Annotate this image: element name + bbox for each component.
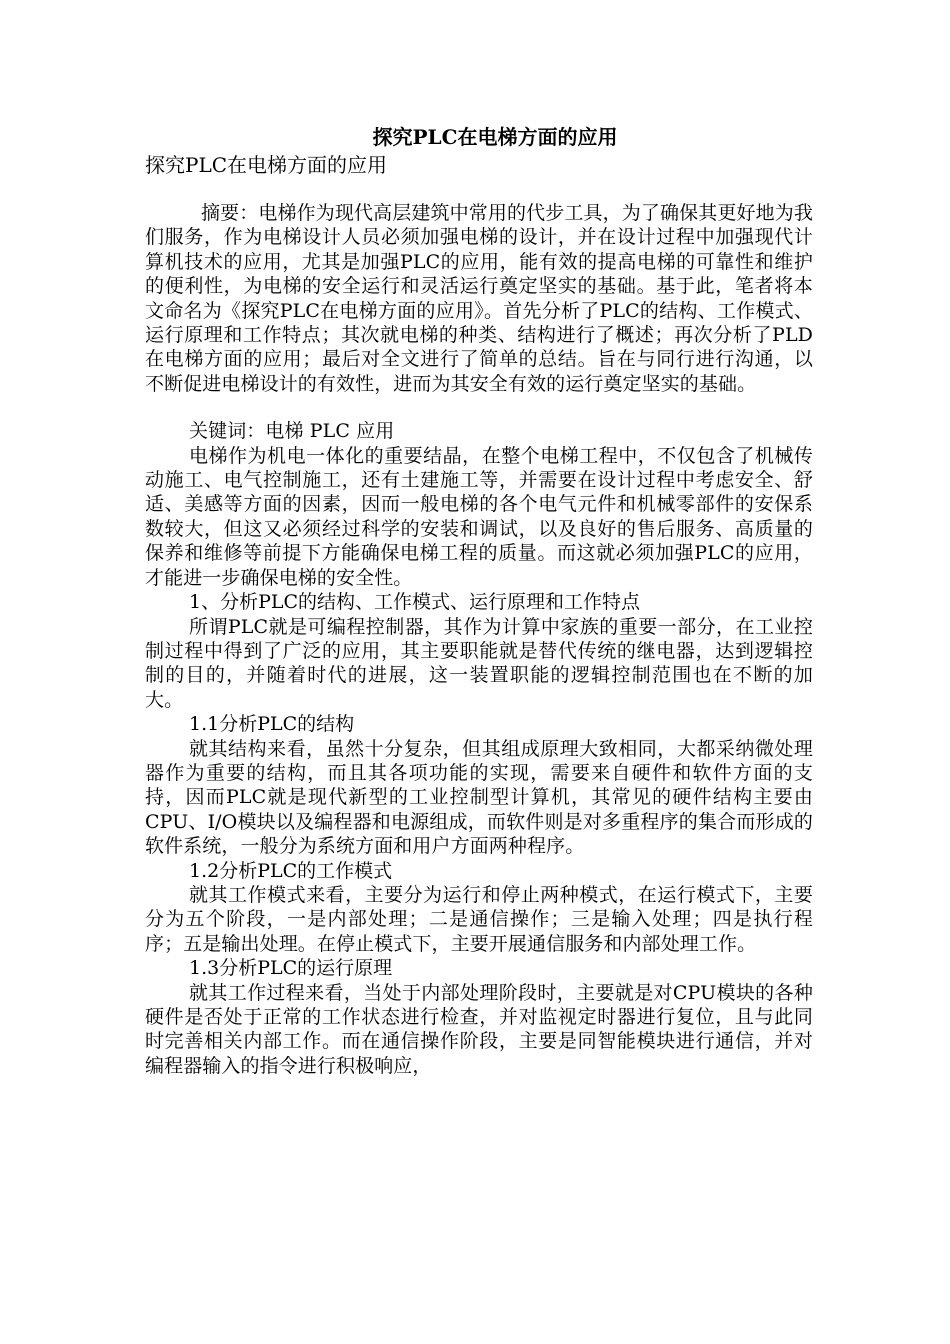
keywords-line: 关键词：电梯 PLC 应用 (189, 420, 395, 443)
section-1-3-paragraph: 就其工作过程来看，当处于内部处理阶段时，主要就是对CPU模块的各种硬件是否处于正常的工作状态进行检查，并对监视定时器进行复位，且与此同时完善相关内部工作。而在通信操作阶段，主要是同智能模块进行通信，并对编程器输入的指令进行积极响应， (145, 981, 813, 1077)
section-1-heading: 1、分析PLC的结构、工作模式、运行原理和工作特点 (189, 591, 641, 614)
section-1-2-heading: 1.2分析PLC的工作模式 (189, 859, 393, 882)
spacer (145, 396, 813, 419)
section-1-3-heading: 1.3分析PLC的运行原理 (189, 957, 393, 980)
abstract-paragraph: 摘要：电梯作为现代高层建筑中常用的代步工具，为了确保其更好地为我们服务，作为电梯设计人员必须加强电梯的设计，并在设计过程中加强现代计算机技术的应用，尤其是加强PLC的应用，能有效的提高电梯的可靠性和维护的便利性，为电梯的安全运行和灵活运行奠定坚实的基础。基于此，笔者将本文命名为《探究PLC在电梯方面的应用》。首先分析了PLC的结构、工作模式、运行原理和工作特点；其次就电梯的种类、结构进行了概述；再次分析了PLD在电梯方面的应用；最后对全文进行了简单的总结。旨在与同行进行沟通，以不断促进电梯设计的有效性，进而为其安全有效的运行奠定坚实的基础。 (145, 202, 813, 395)
section-1-paragraph: 所谓PLC就是可编程控制器，其作为计算中家族的重要一部分，在工业控制过程中得到了广泛的应用，其主要职能就是替代传统的继电器，达到逻辑控制的目的，并随着时代的进展，这一装置职能的逻辑控制范围也在不断的加大。 (145, 615, 813, 711)
section-1-1-paragraph: 就其结构来看，虽然十分复杂，但其组成原理大致相同，大都采纳微处理器作为重要的结构，而且其各项功能的实现，需要来自硬件和软件方面的支持，因而PLC就是现代新型的工业控制型计算机，其常见的硬件结构主要由CPU、I/O模块以及编程器和电源组成，而软件则是对多重程序的集合而形成的软件系统，一般分为系统方面和用户方面两种程序。 (145, 737, 813, 858)
intro-paragraph: 电梯作为机电一体化的重要结晶，在整个电梯工程中，不仅包含了机械传动施工、电气控制施工，还有土建施工等，并需要在设计过程中考虑安全、舒适、美感等方面的因素，因而一般电梯的各个电气元件和机械零部件的安保系数较大，但这又必须经过科学的安装和调试，以及良好的售后服务、高质量的保养和维修等前提下方能确保电梯工程的质量。而这就必须加强PLC的应用，才能进一步确保电梯的安全性。 (145, 444, 813, 589)
document-page (145, 122, 813, 1078)
document-subtitle: 探究PLC在电梯方面的应用 (145, 153, 388, 177)
section-1-2-paragraph: 就其工作模式来看，主要分为运行和停止两种模式，在运行模式下，主要分为五个阶段，一是内部处理；二是通信操作；三是输入处理；四是执行程序；五是输出处理。在停止模式下，主要开展通信服务和内部处理工作。 (145, 883, 813, 955)
document-title: 探究PLC在电梯方面的应用 (372, 125, 618, 149)
spacer (145, 178, 813, 201)
section-1-1-heading: 1.1分析PLC的结构 (189, 713, 355, 736)
